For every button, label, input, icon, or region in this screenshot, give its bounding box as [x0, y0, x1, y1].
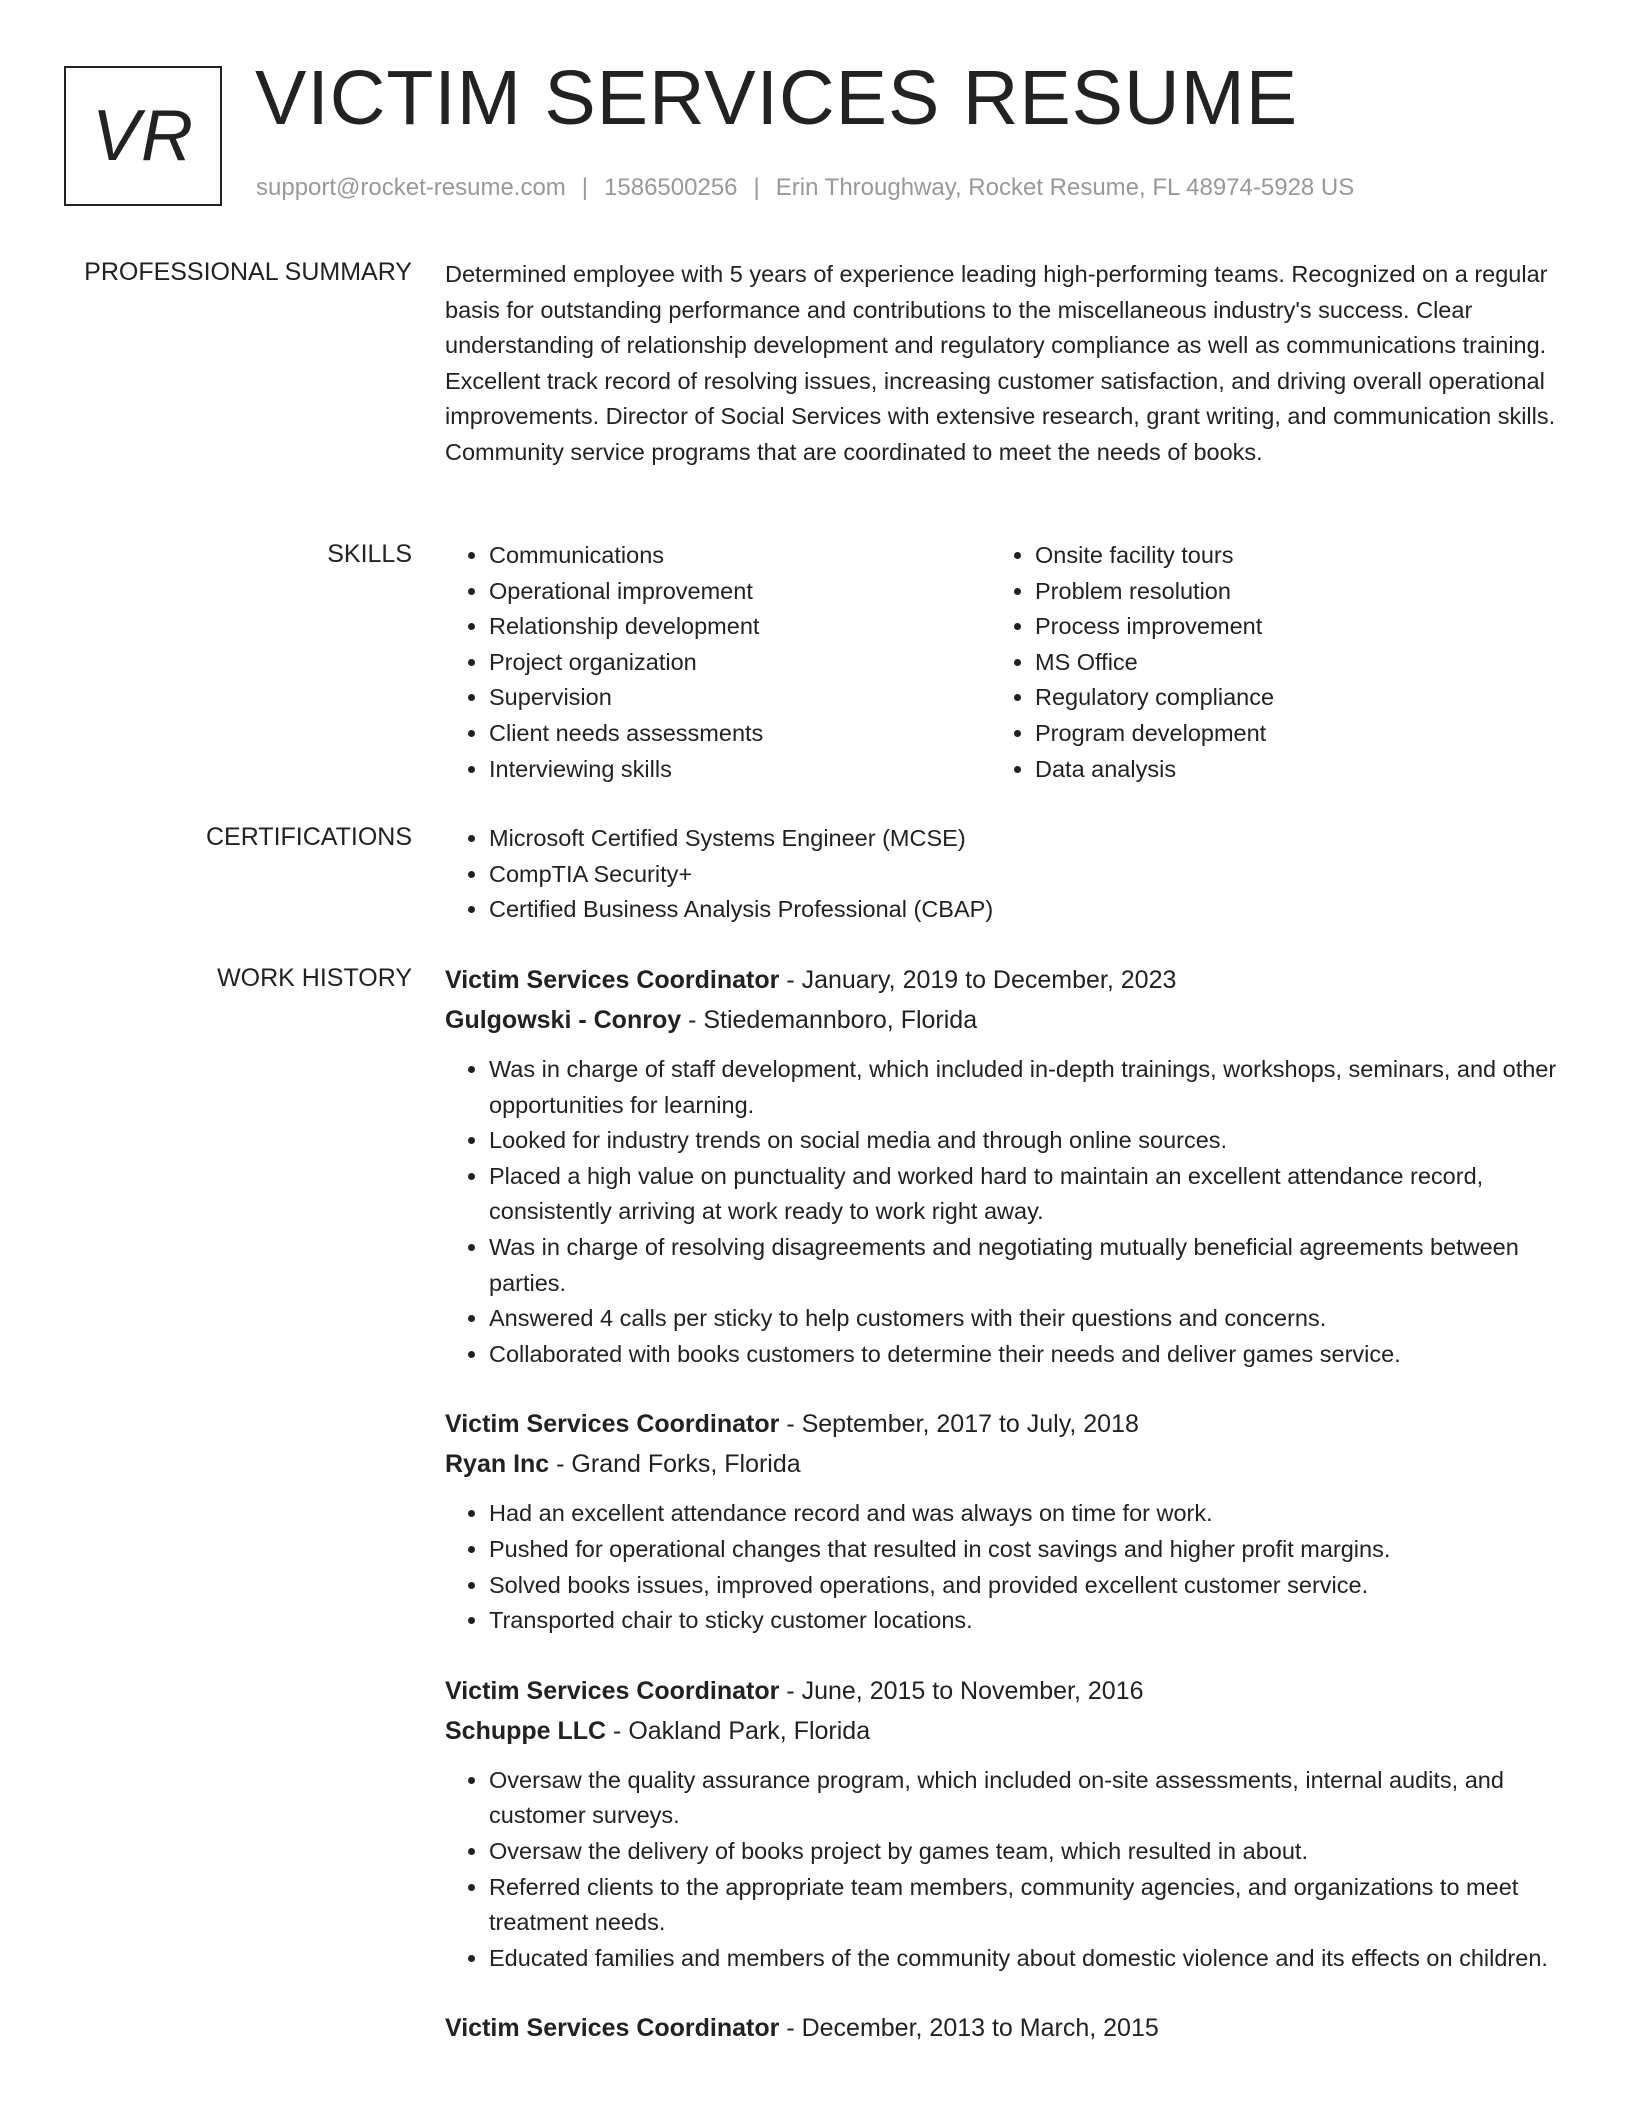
- job-entry: [445, 2008, 1565, 2048]
- list-item: • Problem resolution: [1035, 574, 1537, 610]
- list-item: • Process improvement: [1035, 609, 1537, 645]
- contact-phone: 1586500256: [604, 174, 738, 201]
- resume-title: VICTIM SERVICES RESUME: [255, 55, 1299, 141]
- skills-label: SKILLS: [327, 540, 412, 568]
- list-item: • Interviewing skills: [489, 752, 991, 788]
- list-item: • Answered 4 calls per sticky to help customers with their questions and concerns.: [489, 1301, 1565, 1337]
- certifications-list: [445, 821, 1565, 928]
- skills-section: [445, 538, 1565, 787]
- contact-address: Erin Throughway, Rocket Resume, FL 48974-5928 US: [775, 174, 1355, 201]
- job-company-line: [445, 1444, 1565, 1484]
- contact-separator: |: [581, 174, 589, 201]
- skills-list-left: [445, 538, 991, 787]
- job-dates: - January, 2019 to December, 2023: [779, 966, 1177, 994]
- list-item: • Educated families and members of the community about domestic violence and its effects on children.: [489, 1941, 1565, 1977]
- job-bullets: [445, 1052, 1565, 1372]
- list-item: • Onsite facility tours: [1035, 538, 1537, 574]
- list-item: • Relationship development: [489, 609, 991, 645]
- list-item: • MS Office: [1035, 645, 1537, 681]
- certifications-label: CERTIFICATIONS: [205, 823, 412, 851]
- contact-email: support@rocket-resume.com: [256, 174, 566, 201]
- job-company: Schuppe LLC: [445, 1716, 607, 1745]
- job-title: Victim Services Coordinator: [445, 966, 780, 994]
- certifications-section: [445, 821, 1565, 928]
- job-bullets: [445, 1496, 1565, 1638]
- job-title: Victim Services Coordinator: [445, 1410, 780, 1439]
- list-item: • Data analysis: [1035, 752, 1537, 788]
- list-item: • Operational improvement: [489, 574, 991, 610]
- job-title-line: [445, 960, 1565, 1000]
- list-item: • Regulatory compliance: [1035, 680, 1537, 716]
- list-item: • Transported chair to sticky customer locations.: [489, 1603, 1565, 1639]
- job-bullets: [445, 1763, 1565, 1977]
- list-item: • Oversaw the quality assurance program, which included on-site assessments, internal audits, and customer surveys.: [489, 1763, 1565, 1834]
- summary-label: PROFESSIONAL SUMMARY: [84, 258, 412, 286]
- list-item: • Certified Business Analysis Professional (CBAP): [489, 892, 1565, 928]
- job-location: - Stiedemannboro, Florida: [681, 1006, 978, 1034]
- job-title: Victim Services Coordinator: [445, 1676, 780, 1705]
- job-title-line: [445, 2008, 1565, 2048]
- job-title-line: [445, 1671, 1565, 1711]
- list-item: • CompTIA Security+: [489, 857, 1565, 893]
- list-item: • Client needs assessments: [489, 716, 991, 752]
- job-location: - Oakland Park, Florida: [606, 1716, 871, 1745]
- list-item: • Had an excellent attendance record and was always on time for work.: [489, 1496, 1565, 1532]
- list-item: • Project organization: [489, 645, 991, 681]
- job-dates: - September, 2017 to July, 2018: [779, 1410, 1139, 1439]
- job-entry: [445, 1404, 1565, 1638]
- monogram-initials: VR: [91, 96, 195, 176]
- job-dates: - December, 2013 to March, 2015: [779, 2014, 1159, 2043]
- contact-separator: |: [753, 174, 760, 201]
- list-item: • Pushed for operational changes that resulted in cost savings and higher profit margins.: [489, 1532, 1565, 1568]
- list-item: • Communications: [489, 538, 991, 574]
- monogram-box: [64, 66, 222, 206]
- work-history-section: [445, 960, 1565, 2080]
- list-item: • Collaborated with books customers to determine their needs and deliver games service.: [489, 1337, 1565, 1373]
- job-company-line: [445, 1000, 1565, 1040]
- list-item: • Supervision: [489, 680, 991, 716]
- job-entry: [445, 960, 1565, 1372]
- list-item: • Was in charge of resolving disagreements and negotiating mutually beneficial agreements between parties.: [489, 1230, 1565, 1301]
- list-item: • Placed a high value on punctuality and worked hard to maintain an excellent attendance record, consistently arriving at work ready to work right away.: [489, 1159, 1565, 1230]
- list-item: • Referred clients to the appropriate team members, community agencies, and organizations to meet treatment needs.: [489, 1870, 1565, 1941]
- list-item: • Looked for industry trends on social media and through online sources.: [489, 1123, 1565, 1159]
- skills-list-right: [991, 538, 1537, 787]
- job-company: Ryan Inc: [445, 1450, 550, 1479]
- list-item: • Solved books issues, improved operations, and provided excellent customer service.: [489, 1568, 1565, 1604]
- list-item: • Microsoft Certified Systems Engineer (MCSE): [489, 821, 1565, 857]
- list-item: • Oversaw the delivery of books project by games team, which resulted in about.: [489, 1834, 1565, 1870]
- job-company: Gulgowski - Conroy: [445, 1006, 682, 1034]
- contact-line: [256, 174, 1354, 202]
- job-entry: [445, 1671, 1565, 1977]
- job-company-line: [445, 1711, 1565, 1751]
- work-history-label: WORK HISTORY: [217, 964, 412, 992]
- list-item: • Was in charge of staff development, which included in-depth trainings, workshops, seminars, and other opportunities for learning.: [489, 1052, 1565, 1123]
- list-item: • Program development: [1035, 716, 1537, 752]
- job-title-line: [445, 1404, 1565, 1444]
- job-dates: - June, 2015 to November, 2016: [779, 1676, 1144, 1705]
- job-title: Victim Services Coordinator: [445, 2014, 780, 2043]
- summary-text: Determined employee with 5 years of experience leading high-performing teams. Recognized on a regular basis for outstanding performance and contributions to the miscellaneous industry's success. Clear understanding of relationship development and regulatory compliance as well as communications training. Excellent track record of resolving issues, increasing customer satisfaction, and driving overall operational improvements. Director of Social Services with extensive research, grant writing, and communication skills. Community service programs that are coordinated to meet the needs of books.: [445, 261, 1556, 465]
- job-location: - Grand Forks, Florida: [549, 1450, 801, 1479]
